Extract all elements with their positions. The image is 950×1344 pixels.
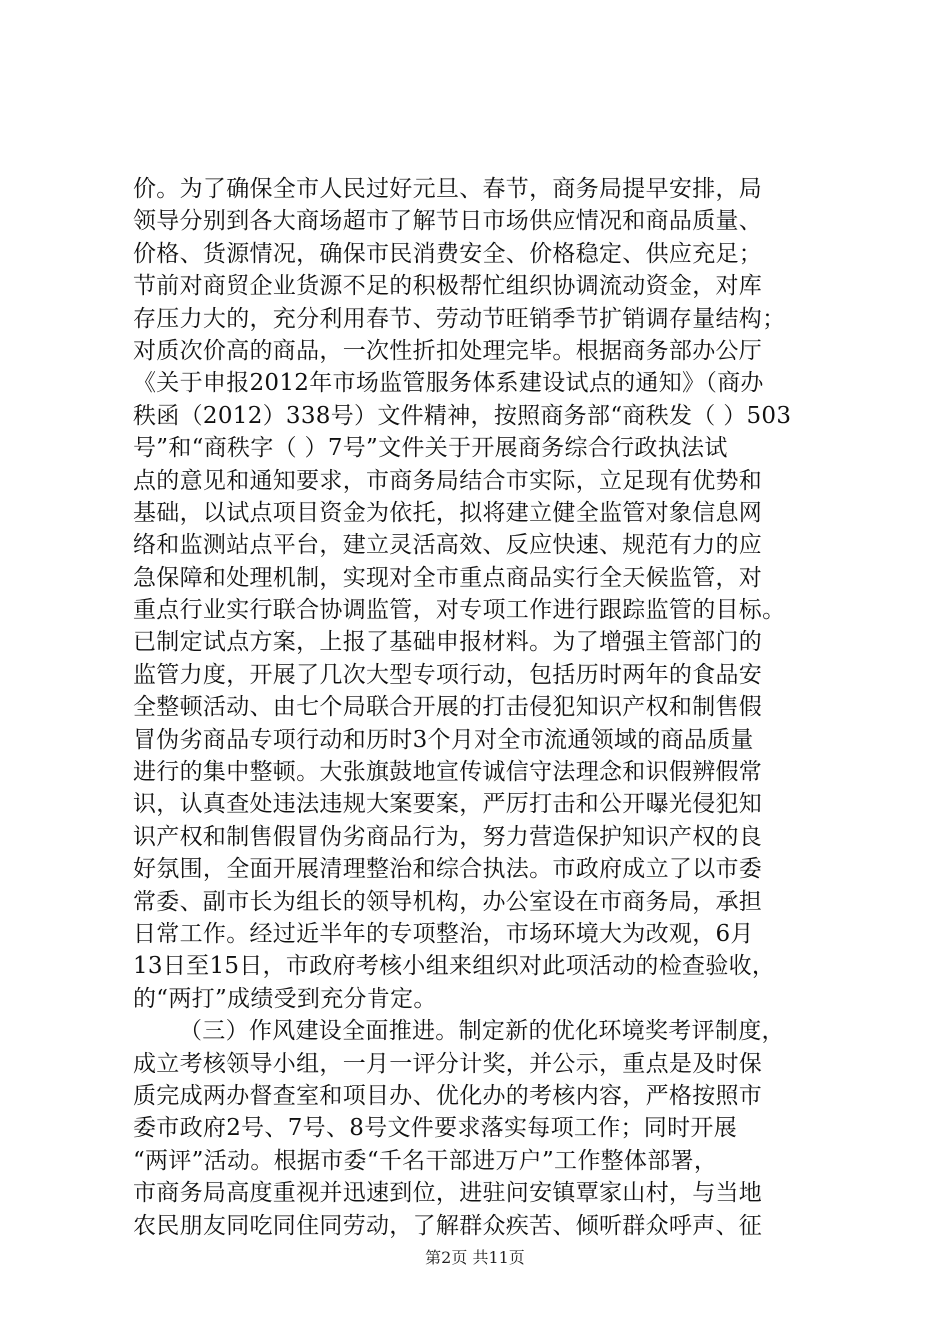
text-line: 价格、货源情况，确保市民消费安全、价格稳定、供应充足； [133, 240, 763, 267]
text-line: “两评”活动。根据市委“千名干部进万户”工作整体部署， [133, 1147, 718, 1174]
text-line: 进行的集中整顿。大张旗鼓地宣传诚信守法理念和识假辨假常 [133, 759, 763, 786]
text-line: 急保障和处理机制，实现对全市重点商品实行全天候监管，对 [133, 564, 763, 591]
text-line: 对质次价高的商品，一次性折扣处理完毕。根据商务部办公厅 [133, 337, 763, 364]
text-line: 价。为了确保全市人民过好元旦、春节，商务局提早安排，局 [133, 176, 763, 202]
text-line: 监管力度，开展了几次大型专项行动，包括历时两年的食品安 [133, 661, 763, 688]
text-line: 号”和“商秩字（ ）7号”文件关于开展商务综合行政执法试 [133, 435, 728, 462]
text-line: 识，认真查处违法违规大案要案，严厉打击和公开曝光侵犯知 [133, 791, 763, 818]
text-line: 基础，以试点项目资金为依托，拟将建立健全监管对象信息网 [133, 499, 763, 526]
text-line: 重点行业实行联合协调监管，对专项工作进行跟踪监管的目标。 [133, 597, 786, 624]
text-line: 全整顿活动、由七个局联合开展的打击侵犯知识产权和制售假 [133, 694, 763, 721]
text-line: 存压力大的，充分利用春节、劳动节旺销季节扩销调存量结构； [133, 305, 786, 332]
text-line: 常委、副市长为组长的领导机构，办公室设在市商务局，承担 [133, 888, 763, 915]
text-line: 节前对商贸企业货源不足的积极帮忙组织协调流动资金，对库 [133, 273, 763, 300]
text-line: 的“两打”成绩受到充分肯定。 [133, 985, 437, 1012]
text-line: 成立考核领导小组，一月一评分计奖，并公示，重点是及时保 [133, 1050, 763, 1077]
text-line: 质完成两办督查室和项目办、优化办的考核内容，严格按照市 [133, 1082, 763, 1109]
section-heading-line: （三）作风建设全面推进。制定新的优化环境奖考评制度， [179, 1018, 785, 1045]
text-line: 冒伪劣商品专项行动和历时3个月对全市流通领域的商品质量 [133, 726, 754, 753]
text-line: 已制定试点方案，上报了基础申报材料。为了增强主管部门的 [133, 629, 763, 656]
text-line: 市商务局高度重视并迅速到位，进驻问安镇覃家山村，与当地 [133, 1180, 763, 1207]
text-line: 13日至15日，市政府考核小组来组织对此项活动的检查验收， [133, 953, 776, 980]
text-line: 络和监测站点平台，建立灵活高效、反应快速、规范有力的应 [133, 532, 763, 559]
text-line: 农民朋友同吃同住同劳动，了解群众疾苦、倾听群众呼声、征 [133, 1212, 763, 1239]
text-line: 点的意见和通知要求，市商务局结合市实际，立足现有优势和 [133, 467, 763, 494]
text-line: 好氛围，全面开展清理整治和综合执法。市政府成立了以市委 [133, 856, 763, 883]
text-line: 委市政府2号、7号、8号文件要求落实每项工作；同时开展 [133, 1115, 737, 1142]
text-line: 识产权和制售假冒伪劣商品行为，努力营造保护知识产权的良 [133, 823, 763, 850]
text-line: 日常工作。经过近半年的专项整治，市场环境大为改观，6月 [133, 920, 754, 947]
text-line: 秩函（2012）338号）文件精神，按照商务部“商秩发（ ）503 [133, 402, 792, 429]
text-line: 《关于申报2012年市场监管服务体系建设试点的通知》（商办 [133, 370, 764, 397]
page-number-footer: 第2页 共11页 [425, 1248, 525, 1267]
body-text [133, 173, 833, 1242]
text-line: 领导分别到各大商场超市了解节日市场供应情况和商品质量、 [133, 208, 763, 235]
